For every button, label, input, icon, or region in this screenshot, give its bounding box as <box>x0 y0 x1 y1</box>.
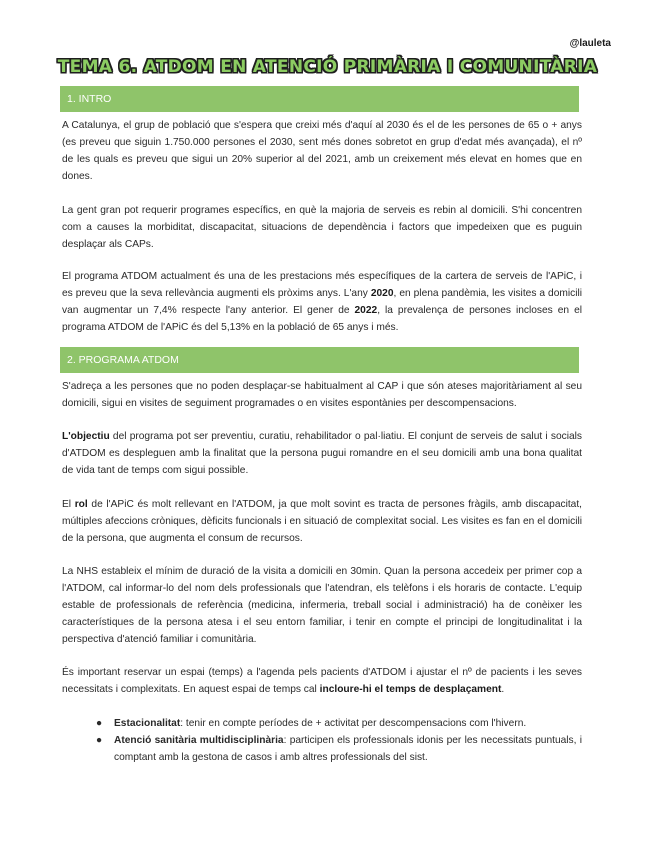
bullet-icon: ● <box>96 718 103 729</box>
intro-paragraph-1: A Catalunya, el grup de població que s'espera que creixi més d'aquí al 2030 és el de les persones de 65 o + anys (es preveu que siguin 1.750.000 persones el 2030, sent més dones sobretot en grup d'edat més avançada), el nº de les quals es preveu que sigui un 20% superior al del 2021, amb un creixement més elevat en homes que en dones. <box>62 120 582 182</box>
intro-paragraph-2: La gent gran pot requerir programes específics, en què la majoria de serveis es rebin al domicili. S'hi concentren com a causes la morbiditat, discapacitat, situacions de dependència i factors que impedeixen que es puguin desplaçar als CAPs. <box>62 205 582 250</box>
programa-paragraph-rol: El rol de l'APiC és molt rellevant en l'ATDOM, ja que molt sovint es tracta de persones fràgils, amb discapacitat, múltiples afeccions cròniques, dèficits funcionals i en situació de complexitat social. Les visites es fan en el domicili de la persona, que augmenta el consum de recursos. <box>62 499 582 544</box>
page-title: TEMA 6. ATDOM EN ATENCIÓ PRIMÀRIA I COMUNITÀRIA <box>57 57 598 77</box>
bullet-icon: ● <box>96 735 103 746</box>
bullet-list <box>62 715 582 766</box>
list-item: ● Atenció sanitària multidisciplinària: participen els professionals idonis per les necessitats puntuals, i comptant amb la gestona de casos i amb altres professionals del sist. <box>62 732 582 766</box>
programa-paragraph-nhs: La NHS estableix el mínim de duració de la visita a domicili en 30min. Quan la persona accedeix per primer cop a l'ATDOM, cal informar-lo del nom dels professionals que l'atendran, els telèfons i els horaris de contacte. L'equip estable de professionals de referència (medicina, infermeria, treball social i administració) ha de conèixer les característiques de la persona atesa i el seu entorn familiar, i tenir en compte el principi de longitudinalitat i la perspectiva d'atenció familiar i comunitària. <box>62 566 582 645</box>
list-item: ● Estacionalitat: tenir en compte períodes de + activitat per descompensacions com l'hivern. <box>62 715 582 732</box>
section-heading-programa: 2. PROGRAMA ATDOM <box>60 347 579 373</box>
programa-paragraph-objectiu: L'objectiu del programa pot ser preventiu, curatiu, rehabilitador o pal·liatiu. El conjunt de serveis de salut i socials d'ATDOM es despleguen amb la finalitat que la persona pugui romandre en el seu domicili amb una bona qualitat de vida tant de temps com sigui possible. <box>62 431 582 476</box>
author-handle: @lauleta <box>569 38 611 49</box>
programa-paragraph-agenda: És important reservar un espai (temps) a l'agenda pels pacients d'ATDOM i ajustar el nº de pacients i les seves necessitats i complexitats. En aquest espai de temps cal incloure-hi el temps de desplaçament. <box>62 667 582 695</box>
intro-paragraph-3: El programa ATDOM actualment és una de les prestacions més específiques de la cartera de serveis de l'APiC, i es preveu que la seva rellevància augmenti els pròxims anys. L'any 2020, en plena pandèmia, les visites a domicili van augmentar un 7,4% respecte l'any anterior. El gener de 2022, la prevalença de persones incloses en el programa ATDOM de l'APiC és del 5,13% en la població de 65 anys i més. <box>62 271 583 333</box>
programa-paragraph-1: S'adreça a les persones que no poden desplaçar-se habitualment al CAP i que són ateses majoritàriament al seu domicili, sigui en visites de seguiment programades o en visites espontànies per descompensacions. <box>62 381 582 409</box>
section-heading-intro: 1. INTRO <box>60 86 579 112</box>
